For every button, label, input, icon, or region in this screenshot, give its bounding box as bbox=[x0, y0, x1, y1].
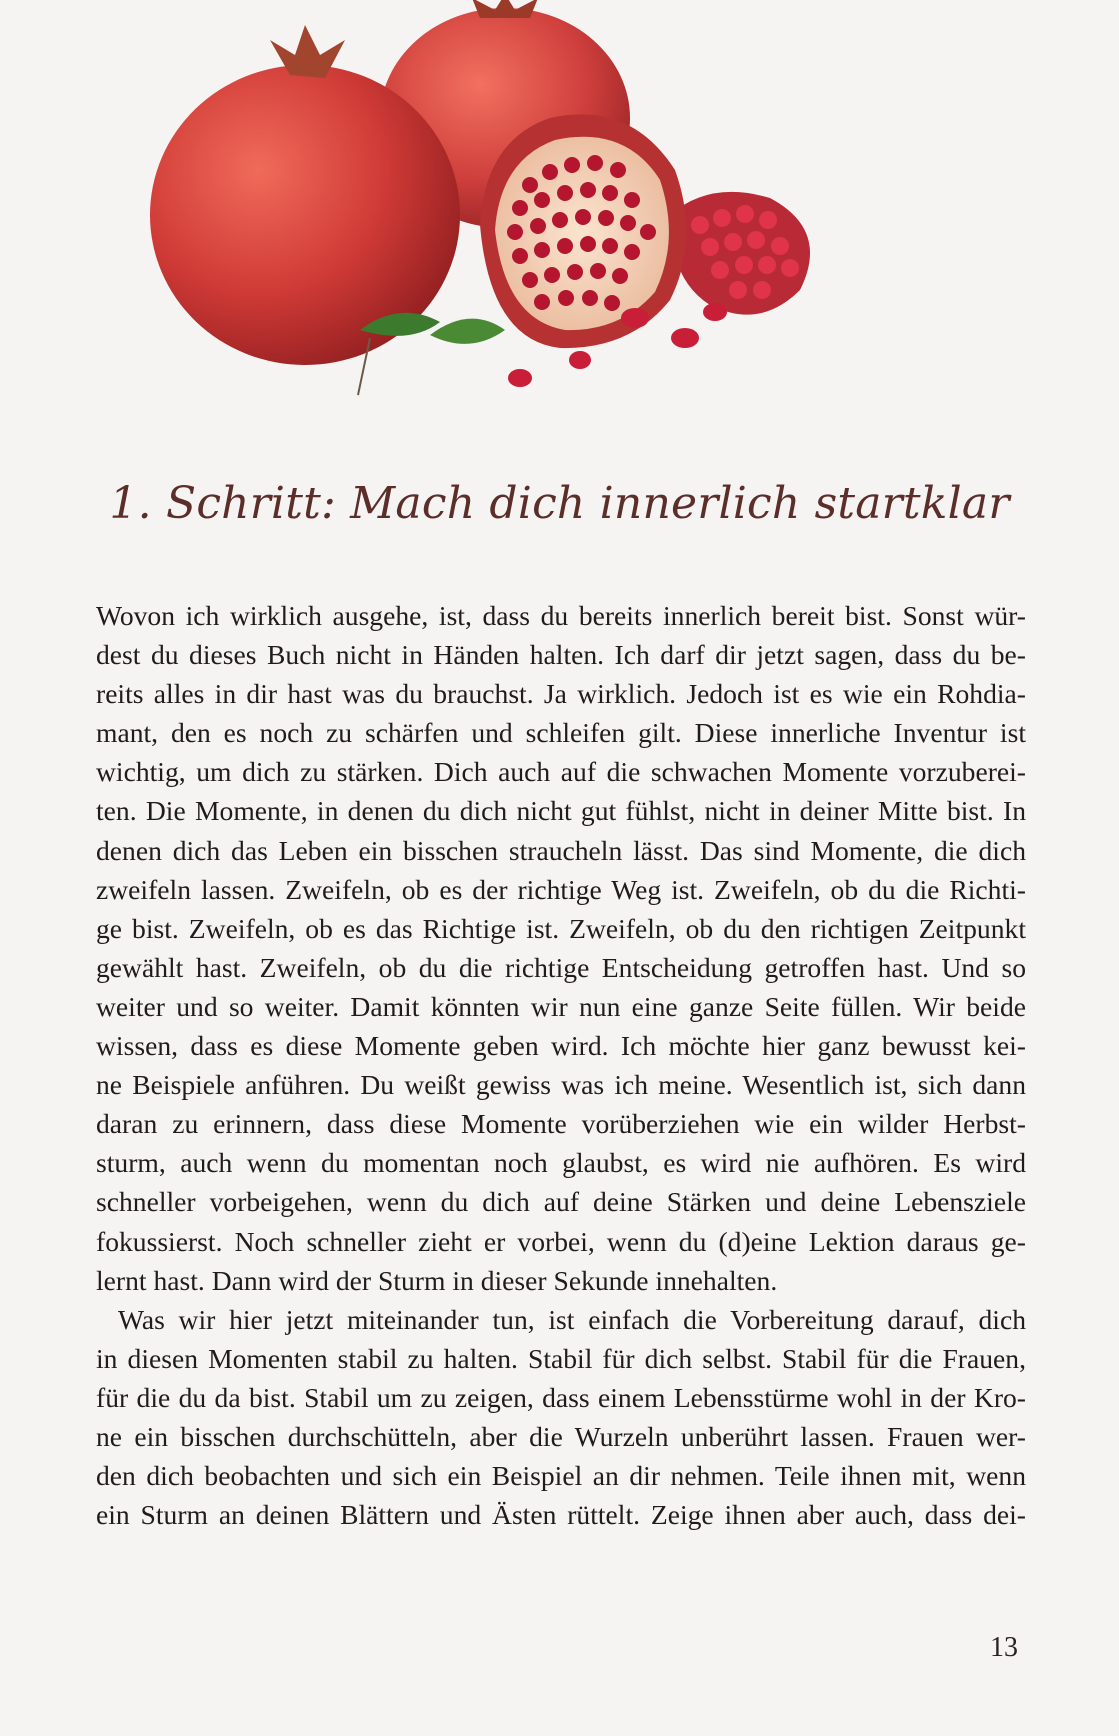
text-line: lernt hast. Dann wird der Sturm in dieser Sekunde innehalten. bbox=[96, 1264, 778, 1296]
text-line: in diesen Momenten stabil zu halten. Stabil für dich selbst. Stabil für die Frauen, bbox=[96, 1342, 1026, 1374]
pomegranate-illustration bbox=[110, 0, 830, 440]
text-line: für die du da bist. Stabil um zu zeigen, dass einem Lebensstürme wohl in der Kro- bbox=[96, 1381, 1026, 1413]
paragraph bbox=[96, 596, 1026, 1300]
chapter-title: 1. Schritt: Mach dich innerlich startklar bbox=[109, 478, 1010, 529]
text-line: ein Sturm an deinen Blättern und Ästen rüttelt. Zeige ihnen aber auch, dass dei- bbox=[96, 1499, 1026, 1531]
text-line: dest du dieses Buch nicht in Händen halten. Ich darf dir jetzt sagen, dass du be- bbox=[96, 639, 1026, 671]
text-line: wissen, dass es diese Momente geben wird. Ich möchte hier ganz bewusst kei- bbox=[96, 1030, 1026, 1062]
text-line: daran zu erinnern, dass diese Momente vorüberziehen wie ein wilder Herbst- bbox=[96, 1108, 1026, 1140]
text-line: zweifeln lassen. Zweifeln, ob es der richtige Weg ist. Zweifeln, ob du die Richti- bbox=[96, 873, 1026, 905]
text-line: sturm, auch wenn du momentan noch glaubst, es wird nie aufhören. Es wird bbox=[96, 1147, 1026, 1179]
text-line: Was wir hier jetzt miteinander tun, ist einfach die Vorbereitung darauf, dich bbox=[118, 1303, 1026, 1335]
text-line: schneller vorbeigehen, wenn du dich auf deine Stärken und deine Lebensziele bbox=[96, 1186, 1026, 1218]
text-line: reits alles in dir hast was du brauchst. Ja wirklich. Jedoch ist es wie ein Rohdia- bbox=[96, 678, 1026, 710]
text-line: ge bist. Zweifeln, ob es das Richtige ist. Zweifeln, ob du den richtigen Zeitpunkt bbox=[96, 912, 1026, 944]
text-line: gewählt hast. Zweifeln, ob du die richtige Entscheidung getroffen hast. Und so bbox=[96, 951, 1026, 983]
text-line: fokussierst. Noch schneller zieht er vorbei, wenn du (d)eine Lektion daraus ge- bbox=[96, 1225, 1026, 1257]
body-text bbox=[96, 596, 1026, 1534]
text-line: den dich beobachten und sich ein Beispiel an dir nehmen. Teile ihnen mit, wenn bbox=[96, 1460, 1026, 1492]
text-line: ten. Die Momente, in denen du dich nicht gut fühlst, nicht in deiner Mitte bist. In bbox=[96, 795, 1026, 827]
text-line: ne Beispiele anführen. Du weißt gewiss was ich meine. Wesentlich ist, sich dann bbox=[96, 1069, 1026, 1101]
text-line: ne ein bisschen durchschütteln, aber die Wurzeln unberührt lassen. Frauen wer- bbox=[96, 1420, 1026, 1452]
text-line: weiter und so weiter. Damit könnten wir nun eine ganze Seite füllen. Wir beide bbox=[96, 990, 1026, 1022]
text-line: mant, den es noch zu schärfen und schleifen gilt. Diese innerliche Inventur ist bbox=[96, 717, 1026, 749]
text-line: wichtig, um dich zu stärken. Dich auch auf die schwachen Momente vorzuberei- bbox=[96, 756, 1026, 788]
text-line: Wovon ich wirklich ausgehe, ist, dass du bereits innerlich bereit bist. Sonst wür- bbox=[96, 600, 1026, 631]
page-number: 13 bbox=[990, 1632, 1018, 1663]
text-line: denen dich das Leben ein bisschen straucheln lässt. Das sind Momente, die dich bbox=[96, 834, 1026, 866]
leaf bbox=[430, 319, 505, 344]
pomegranate-image bbox=[110, 0, 830, 440]
paragraph bbox=[96, 1300, 1026, 1535]
